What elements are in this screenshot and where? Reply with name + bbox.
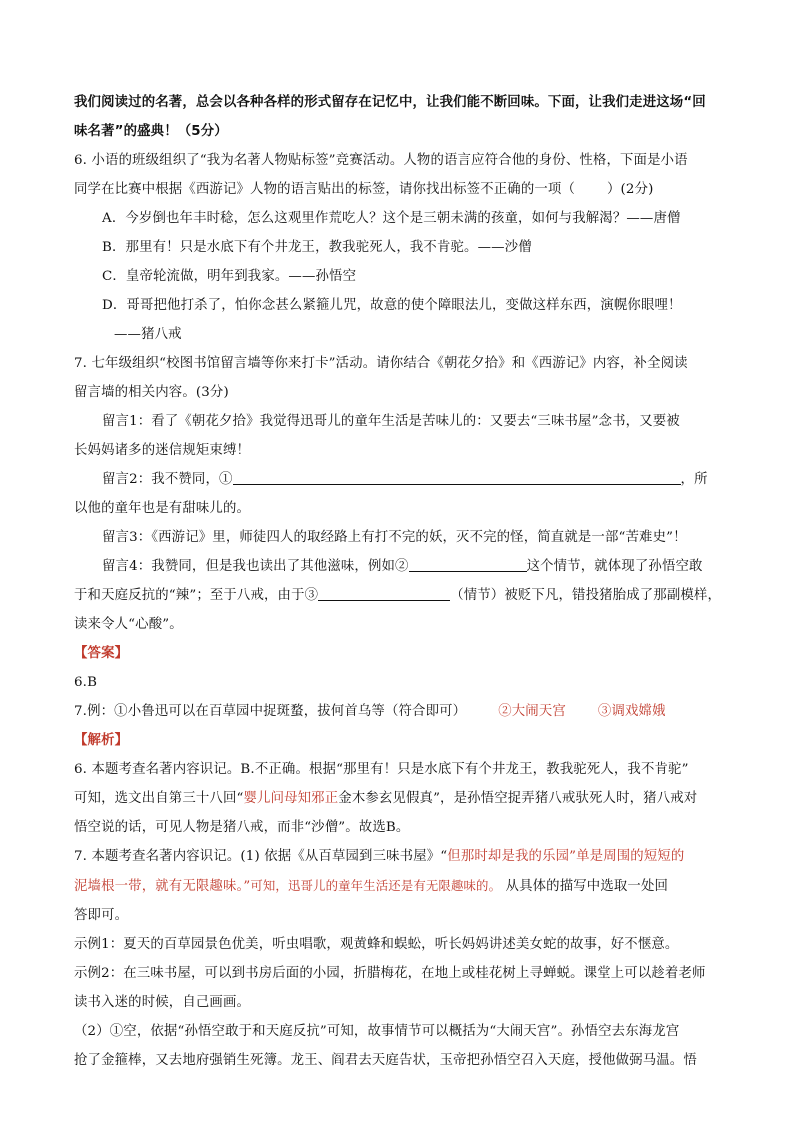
analysis-6: 悟空说的话，可见人物是猪八戒，而非“沙僧”。故选B。: [74, 820, 410, 835]
answer-6: 6.B: [74, 675, 98, 690]
question-6-stem: 同学在比赛中根据《西游记》人物的语言贴出的标签，请你找出标签不正确的一项（ ）(2分): [74, 182, 654, 197]
message-3: 留言3：《西游记》里，师徒四人的取经路上有打不完的妖，灭不完的怪，简直就是一部“苦难史”！: [102, 530, 687, 545]
analysis-7: 答即可。: [74, 908, 129, 923]
option-d-speaker: ——猪八戒: [114, 327, 182, 342]
message-1-cont: 长妈妈诸多的迷信规矩束缚！: [74, 443, 251, 458]
message-2-cont: 以他的童年也是有甜味儿的。: [74, 501, 251, 516]
example-2: 读书入迷的时候，自己画画。: [74, 995, 251, 1010]
option-c: C．皇帝轮流做，明年到我家。——孙悟空: [102, 269, 357, 284]
message-4-cont: 读来令人“心酸”。: [74, 617, 183, 632]
example-2: 示例2：在三味书屋，可以到书房后面的小园，折腊梅花，在地上或桂花树上寻蝉蜕。课堂上可以趁着老师: [74, 966, 706, 981]
message-4-cont: 于和天庭反抗的“辣”；至于八戒，由于③ （情节）被贬下凡，错投猪胎成了那副模样，: [74, 588, 721, 603]
analysis-heading: 【解析】: [74, 733, 129, 748]
answer-blank-1[interactable]: [233, 470, 681, 485]
answer-7: 7.例：①小鲁迅可以在百草园中捉斑蝥，拔何首乌等（符合即可） ②大闹天宫 ③调戏嫦娥: [74, 704, 666, 719]
question-6-stem: 6. 小语的班级组织了“我为名著人物贴标签”竞赛活动。人物的语言应符合他的身份、性格，下面是小语: [74, 153, 688, 168]
analysis-7-part2: 抢了金箍棒，又去地府强销生死簿。龙王、阎君去天庭告状，玉帝把孙悟空召入天庭，授他做弼马温。悟: [74, 1053, 697, 1068]
question-7-stem: 留言墙的相关内容。(3分): [74, 385, 229, 400]
answer-blank-3[interactable]: [318, 586, 450, 601]
analysis-6: 可知，选文出自第三十八回“婴儿问母知邪正金木参玄见假真”，是孙悟空捉弄猪八戒驮死人时，猪八戒对: [74, 791, 698, 806]
analysis-6: 6. 本题考查名著内容识记。B.不正确。根据“那里有！只是水底下有个井龙王，教我驼死人，我不肯驼”: [74, 762, 689, 777]
message-2: 留言2：我不赞同，① ，所: [102, 472, 708, 487]
question-7-stem: 7. 七年级组织“校图书馆留言墙等你来打卡”活动。请你结合《朝花夕拾》和《西游记》内容，补全阅读: [74, 356, 688, 371]
document-page: [74, 88, 724, 1075]
message-4: 留言4：我赞同，但是我也读出了其他滋味，例如② 这个情节，就体现了孙悟空敢: [102, 559, 703, 574]
answer-heading: 【答案】: [74, 646, 129, 661]
intro-line: 我们阅读过的名著，总会以各种各样的形式留存在记忆中，让我们能不断回味。下面，让我们走进这场“回: [74, 95, 706, 110]
answer-blank-2[interactable]: [409, 557, 527, 572]
message-1: 留言1：看了《朝花夕拾》我觉得迅哥儿的童年生活是苦味儿的：又要去“三味书屋”念书，又要被: [102, 414, 680, 429]
example-1: 示例1：夏天的百草园景色优美，听虫唱歌，观黄蜂和蜈蚣，听长妈妈讲述美女蛇的故事，好不惬意。: [74, 937, 679, 952]
analysis-7-part2: （2）①空，依据“孙悟空敢于和天庭反抗”可知，故事情节可以概括为“大闹天宫”。孙悟空去东海龙宫: [74, 1024, 680, 1039]
analysis-7: 7. 本题考查名著内容识记。(1) 依据《从百草园到三味书屋》“但那时却是我的乐园”单是周围的短短的: [74, 849, 685, 864]
option-b: B．那里有！只是水底下有个井龙王，教我驼死人，我不肯驼。——沙僧: [102, 240, 532, 255]
intro-line: 味名著”的盛典！（5分）: [74, 124, 228, 139]
analysis-7: 泥墙根一带，就有无限趣味。”可知，迅哥儿的童年生活还是有无限趣味的。 从具体的描写中选取一处回: [74, 878, 669, 894]
option-a: A．今岁倒也年丰时稔，怎么这观里作荒吃人？这个是三朝未满的孩童，如何与我解渴？——唐僧: [102, 211, 681, 226]
option-d: D．哥哥把他打杀了，怕你念甚么紧箍儿咒，故意的使个障眼法儿，变做这样东西，演幌你眼哩！: [102, 298, 682, 313]
